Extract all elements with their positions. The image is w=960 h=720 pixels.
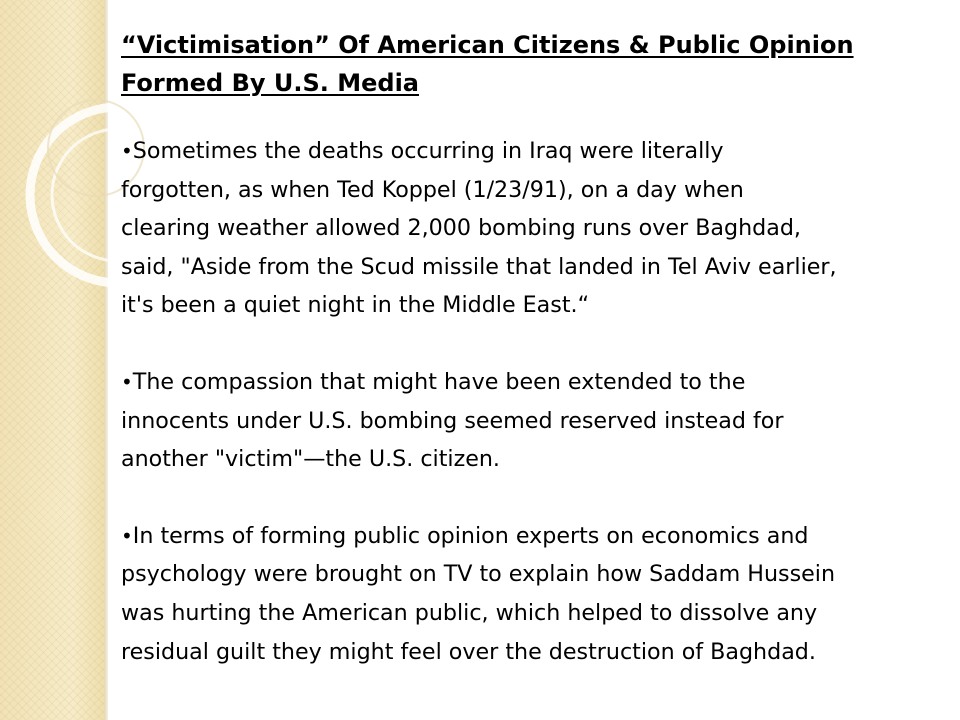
bullet-item	[121, 132, 951, 325]
bullet-line: clearing weather allowed 2,000 bombing runs over Baghdad,	[121, 215, 801, 242]
bullet-icon: •	[121, 139, 133, 163]
bullet-line: said, "Aside from the Scud missile that landed in Tel Aviv earlier,	[121, 253, 837, 280]
slide-content	[121, 26, 951, 709]
bullet-line: it's been a quiet night in the Middle East.“	[121, 292, 590, 319]
bullet-line	[121, 363, 951, 402]
bullet-line	[121, 132, 951, 171]
bullet-icon: •	[121, 369, 133, 394]
bullet-line: another "victim"—the U.S. citizen.	[121, 446, 500, 473]
bullet-item	[121, 517, 951, 671]
bullet-line: forgotten, as when Ted Koppel (1/23/91), on a day when	[121, 176, 744, 203]
bullet-line: innocents under U.S. bombing seemed reserved instead for	[121, 407, 784, 434]
bullet-line: psychology were brought on TV to explain how Saddam Hussein	[121, 561, 836, 588]
slide-title-line: Formed By U.S. Media	[121, 69, 419, 97]
bullet-icon: •	[121, 523, 133, 548]
bullet-text: Sometimes the deaths occurring in Iraq were literally	[132, 138, 724, 164]
slide-title-line: “Victimisation” Of American Citizens & Public Opinion	[121, 31, 854, 59]
bullet-text: In terms of forming public opinion experts on economics and	[132, 522, 809, 549]
bullet-text: The compassion that might have been extended to the	[132, 368, 746, 395]
bullet-list	[121, 132, 951, 671]
slide-title	[121, 26, 951, 102]
bullet-line: was hurting the American public, which helped to dissolve any	[121, 599, 818, 626]
bullet-item	[121, 363, 951, 479]
bullet-line	[121, 517, 951, 556]
bullet-line: residual guilt they might feel over the destruction of Baghdad.	[121, 638, 816, 665]
